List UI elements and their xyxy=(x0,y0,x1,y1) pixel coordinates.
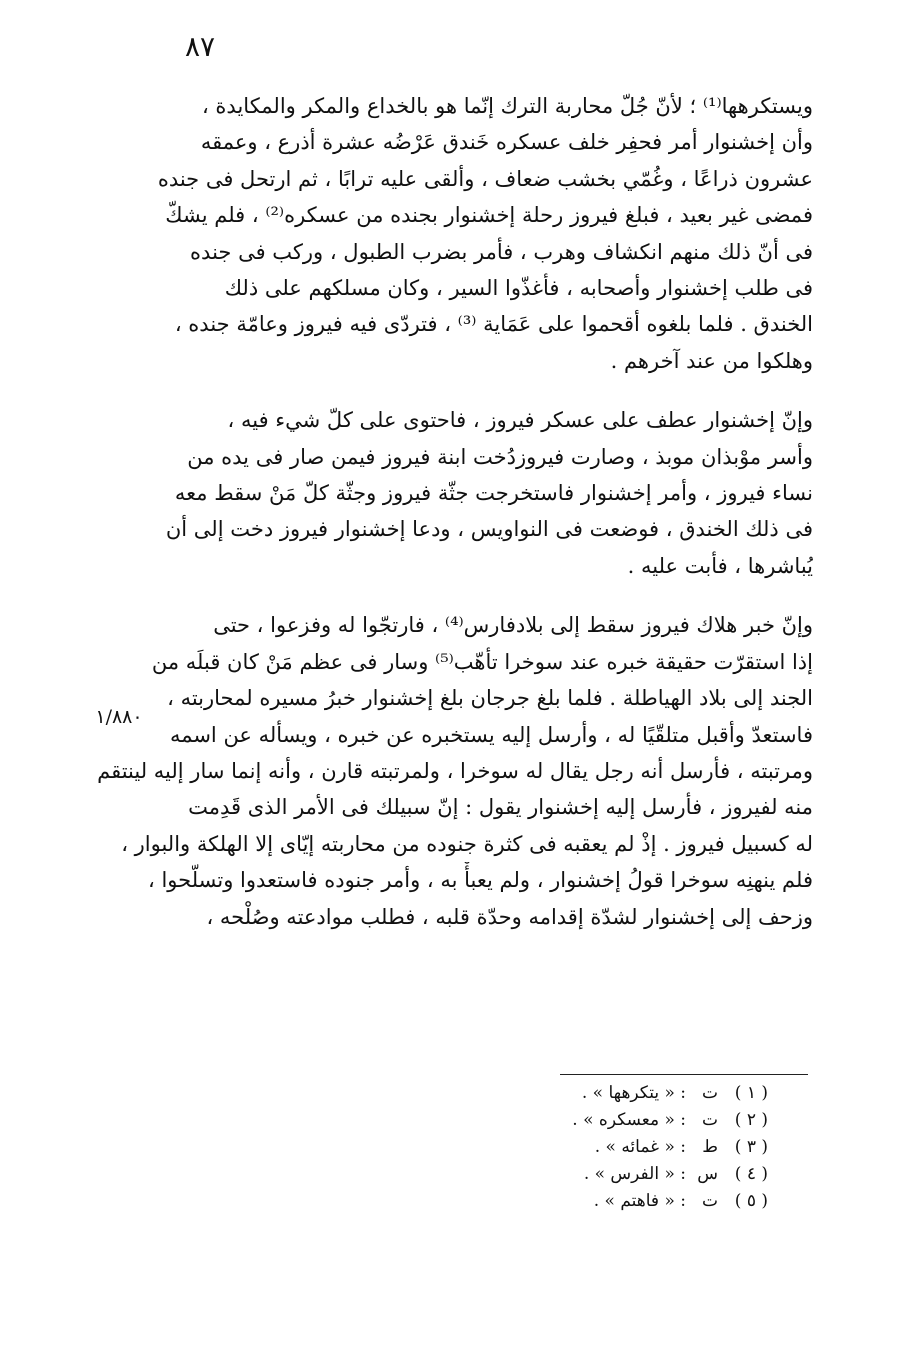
footnote-text: : « معسكره » . xyxy=(572,1110,686,1130)
paragraph-1 xyxy=(85,88,813,379)
text-line: ويستكرهها⁽¹⁾ ؛ لأنّ جُلّ محاربة الترك إنّما هو بالخداع والمكر والمكايدة ، xyxy=(201,94,813,118)
footnote xyxy=(490,1080,768,1107)
footnote-number: ( ٤ ) xyxy=(734,1164,768,1184)
footnote xyxy=(490,1188,768,1215)
text-line: وهلكوا من عند آخرهم . xyxy=(610,348,813,373)
text-line: له كسبيل فيروز . إذْ لم يعقبه فى كثرة جنوده من محاربته إيّاى إلا الهلكة والبوار ، xyxy=(121,831,813,856)
page-number: ٨٧ xyxy=(184,30,216,63)
text-line: الخندق . فلما بلغوه أقحموا على عَمَاية ⁽³⁾ ، فتردّى فيه فيروز وعامّة جنده ، xyxy=(174,312,813,337)
footnote-source: ت xyxy=(701,1083,718,1103)
text-line: فمضى غير بعيد ، فبلغ فيروز رحلة إخشنوار بجنده من عسكره⁽²⁾ ، فلم يشكّ xyxy=(165,203,813,228)
footnote-number: ( ٥ ) xyxy=(734,1191,768,1211)
text-line: وإنّ خبر هلاك فيروز سقط إلى بلادفارس⁽⁴⁾ ، فارتجّوا له وفزعوا ، حتى xyxy=(213,613,813,638)
footnote-source: ت xyxy=(701,1110,718,1130)
text-line: عشرون ذراعًا ، وغُمّي بخشب ضعاف ، وألقى عليه ترابًا ، ثم ارتحل فى جنده xyxy=(157,166,813,191)
text-line: نساء فيروز ، وأمر إخشنوار فاستخرجت جثّة فيروز وجثّة كلّ مَنْ سقط معه xyxy=(174,481,813,506)
text-line: الجند إلى بلاد الهياطلة . فلما بلغ جرجان بلغ إخشنوار خبرُ مسيره لمحاربته ، xyxy=(167,686,813,711)
footnote xyxy=(490,1161,768,1188)
footnote-source: س xyxy=(697,1164,718,1184)
footnotes xyxy=(490,1080,768,1215)
text-line: يُباشرها ، فأبت عليه . xyxy=(627,553,813,578)
footnote xyxy=(490,1107,768,1134)
text-line: فى طلب إخشنوار وأصحابه ، فأغذّوا السير ، وكان مسلكهم على ذلك xyxy=(224,276,813,301)
footnote-number: ( ٣ ) xyxy=(734,1137,768,1157)
text-line: فلم ينهنِه سوخرا قولُ إخشنوار ، ولم يعبأْ به ، وأمر جنوده فاستعدوا وتسلّحوا ، xyxy=(148,868,813,893)
footnote-source: ت xyxy=(701,1191,718,1211)
text-line: فى ذلك الخندق ، فوضعت فى النواويس ، ودعا إخشنوار فيروز دخت إلى أن xyxy=(165,517,813,542)
text-line: فاستعدّ وأقبل متلقّيًا له ، وأرسل إليه يستخبره عن خبره ، ويسأله عن اسمه xyxy=(169,722,813,747)
text-line: فى أنّ ذلك منهم انكشاف وهرب ، فأمر بضرب الطبول ، وركب فى جنده xyxy=(190,239,813,264)
footnote-number: ( ٢ ) xyxy=(734,1110,768,1130)
footnote-text: : « غمائه » . xyxy=(594,1137,686,1157)
footnote-text: : « فاهتم » . xyxy=(593,1191,686,1211)
footnote-text: : « يتكرهها » . xyxy=(581,1083,686,1103)
footnote-divider xyxy=(560,1074,808,1075)
footnote-text: : « الفرس » . xyxy=(583,1164,686,1184)
main-text xyxy=(85,88,813,935)
margin-reference: ١/٨٨٠ xyxy=(95,706,143,728)
footnote xyxy=(490,1134,768,1161)
text-line: وزحف إلى إخشنوار لشدّة إقدامه وحدّة قلبه ، فطلب موادعته وصُلْحه ، xyxy=(206,904,813,929)
text-line: وإنّ إخشنوار عطف على عسكر فيروز ، فاحتوى على كلّ شيء فيه ، xyxy=(227,408,813,433)
text-line: وأسر موْبذان موبذ ، وصارت فيروزدُخت ابنة فيروز فيمن صار فى يده من xyxy=(187,444,813,469)
footnote-number: ( ١ ) xyxy=(734,1083,768,1103)
text-line: ومرتبته ، فأرسل أنه رجل يقال له سوخرا ، ولمرتبته قارن ، وأنه إنما سار إليه لينتقم xyxy=(97,758,813,783)
paragraph-3 xyxy=(85,607,813,935)
footnote-source: ط xyxy=(702,1137,718,1157)
text-line: إذا استقرّت حقيقة خبره عند سوخرا تأهّب⁽⁵⁾ وسار فى عظم مَنْ كان قبلَه من xyxy=(151,649,813,674)
paragraph-2 xyxy=(85,402,813,584)
text-line: منه لفيروز ، فأرسل إليه إخشنوار يقول : إنّ سبيلك فى الأمر الذى قَدِمت xyxy=(188,795,813,820)
text-line: وأن إخشنوار أمر فحفِر خلف عسكره خَندق عَرْضُه عشرة أذرع ، وعمقه xyxy=(200,130,813,155)
